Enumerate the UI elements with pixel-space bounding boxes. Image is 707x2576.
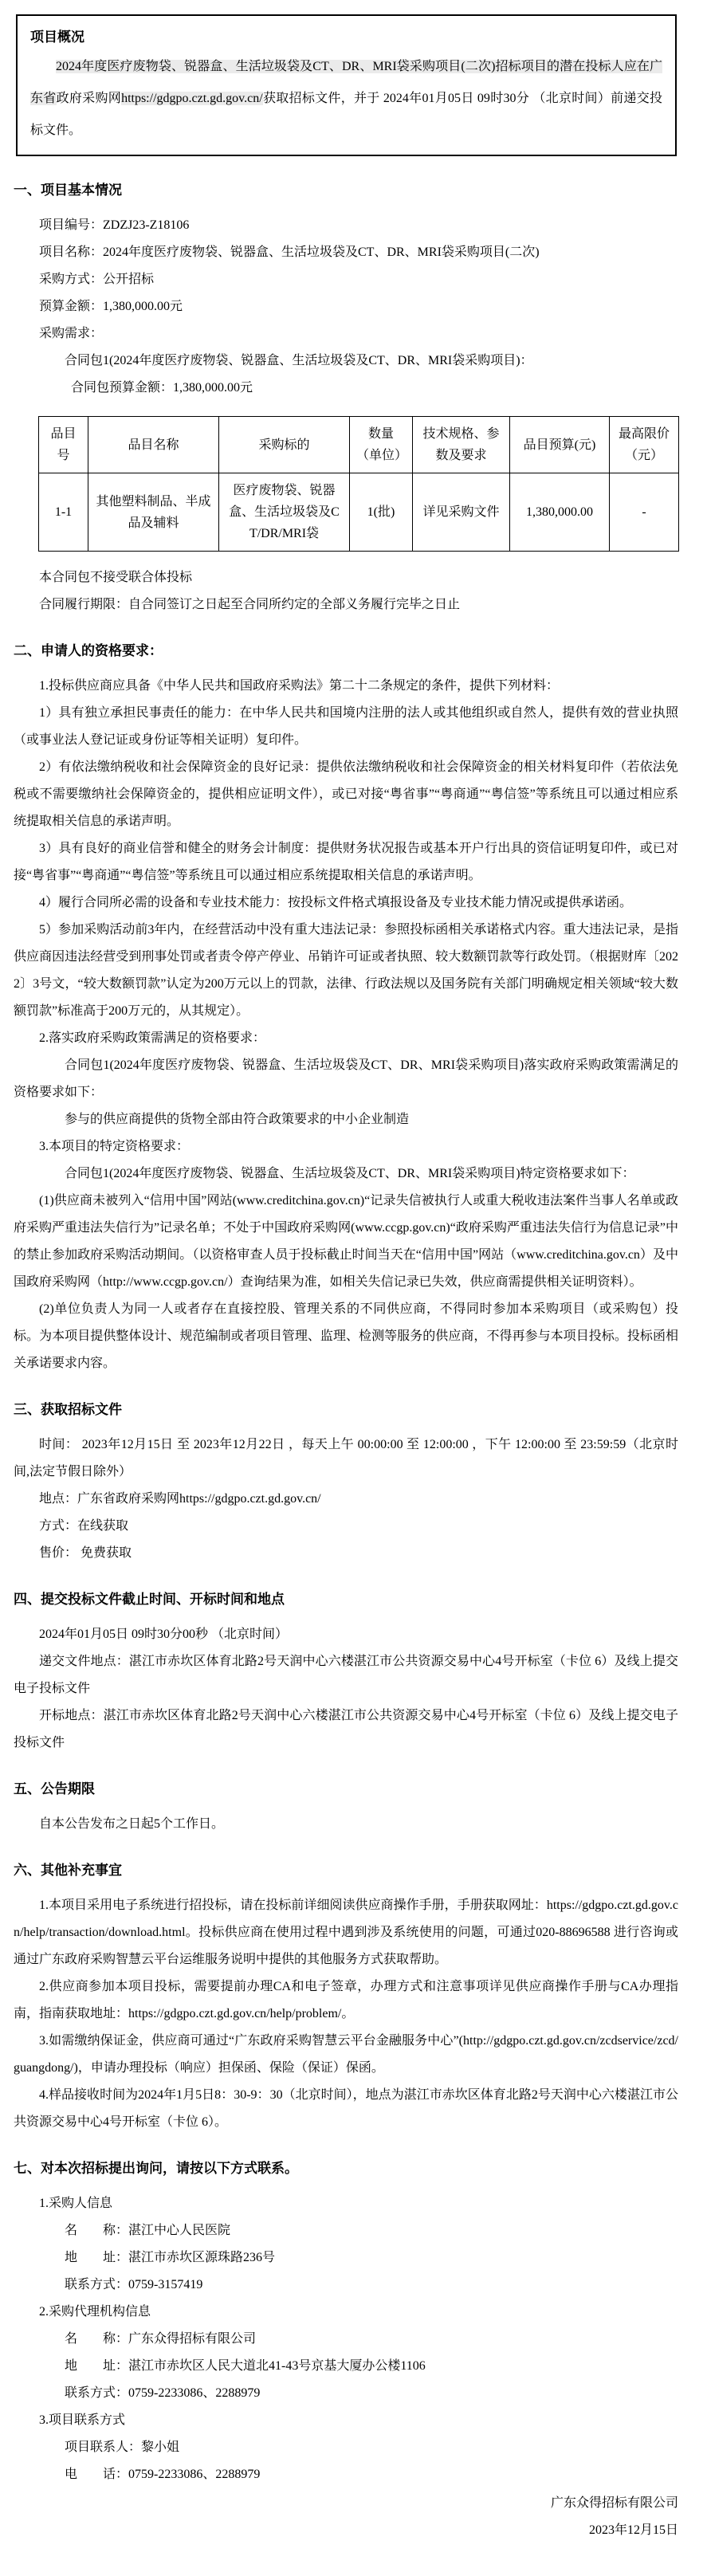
cell-tech-spec: 详见采购文件 xyxy=(413,473,510,552)
project-contact-person-line: 项目联系人：黎小姐 xyxy=(65,2441,180,2454)
obtain-method-line: 方式：在线获取 xyxy=(39,1519,129,1533)
cell-item-no: 1-1 xyxy=(39,473,88,552)
cell-max-price: - xyxy=(610,473,679,552)
qualification-para: 3）具有良好的商业信誉和健全的财务会计制度：提供财务状况报告或基本开户行出具的资信证明复印件，或已对接“粤省事”“粤商通”“粤信签”等系统且可以通过相应系统提取相关信息的承诺声明。 xyxy=(14,842,678,882)
col-header-item-name: 品目名称 xyxy=(88,417,219,473)
purchaser-phone-line: 联系方式：0759-3157419 xyxy=(65,2278,203,2291)
obtain-location-line: 地点：广东省政府采购网https://gdgpo.czt.gd.gov.cn/ xyxy=(39,1492,321,1506)
purchaser-address-line: 地 址：湛江市赤坎区源珠路236号 xyxy=(65,2251,276,2264)
overview-title: 项目概况 xyxy=(30,29,84,45)
procurement-method-line: 采购方式：公开招标 xyxy=(39,273,155,286)
table-header-row xyxy=(39,417,679,473)
signature-date: 2023年12月15日 xyxy=(588,2523,678,2537)
other-matters-para: 3.如需缴纳保证金，供应商可通过“广东政府采购智慧云平台金融服务中心”(http://gdgpo.czt.gd.gov.cn/zcdservice/zcd/guangdong/)，申请办理投标（响应）担保函、保险（保证）保函。 xyxy=(14,2034,678,2075)
project-number-line: 项目编号：ZDZJ23-Z18106 xyxy=(39,218,190,232)
overview-intro-tail: 获取招标文件，并于 2024年01月05日 09时30分 （北京时间）前递交投标文件。 xyxy=(30,92,662,137)
section-announcement-period-heading: 五、公告期限 xyxy=(14,1781,95,1797)
project-contact-phone-line: 电 话：0759-2233086、2288979 xyxy=(65,2468,261,2481)
col-header-item-no: 品目号 xyxy=(39,417,88,473)
col-header-max-price: 最高限价（元） xyxy=(610,417,679,473)
overview-paragraph xyxy=(30,51,662,147)
announcement-period-line: 自本公告发布之日起5个工作日。 xyxy=(39,1817,225,1831)
project-overview-box xyxy=(16,14,677,156)
section-other-matters xyxy=(14,1860,678,2136)
qualification-para: 2.落实政府采购政策需满足的资格要求： xyxy=(39,1031,266,1045)
no-consortium-note: 本合同包不接受联合体投标 xyxy=(39,571,193,584)
section-submission-heading: 四、提交投标文件截止时间、开标时间和地点 xyxy=(14,1592,285,1607)
qualification-para: (1)供应商未被列入“信用中国”网站(www.creditchina.gov.cn)“记录失信被执行人或重大税收违法案件当事人名单或政府采购严重违法失信行为”记录名单；不处于中国政府采购网(www.ccgp.gov.cn)“政府采购严重违法失信行为信息记录”中的禁止参加政府采购活动期间。（以资格审查人员于投标截止时间当天在“信用中国”网站（www.creditchina.gov.cn）及中国政府采购网（http://www.ccgp.gov.cn/）查询结果为准，如相关失信记录已失效，供应商需提供相关证明资料）。 xyxy=(14,1194,678,1289)
qualification-para: 5）参加采购活动前3年内，在经营活动中没有重大违法记录：参照投标函相关承诺格式内容。重大违法记录，是指供应商因违法经营受到刑事处罚或者责令停产停业、吊销许可证或者执照、较大数额罚款等行政处罚。（根据财库〔2022〕3号文，“较大数额罚款”认定为200万元以上的罚款，法律、行政法规以及国务院有关部门明确规定相关领域“较大数额罚款”标准高于200万元的，从其规定）。 xyxy=(14,923,678,1018)
section-obtain-documents-heading: 三、获取招标文件 xyxy=(14,1402,122,1417)
signature-block xyxy=(14,2490,678,2544)
obtain-price-line: 售价： 免费获取 xyxy=(39,1546,132,1560)
cell-item-budget: 1,380,000.00 xyxy=(510,473,610,552)
qualification-para: 2）有依法缴纳税收和社会保障资金的良好记录：提供依法缴纳税收和社会保障资金的相关材料复印件（若依法免税或不需要缴纳社会保障资金的，提供相应证明文件），或已对接“粤省事”“粤商通”“粤信签”等系统且可以通过相应系统提取相关信息的承诺声明。 xyxy=(14,760,678,828)
other-matters-para: 1.本项目采用电子系统进行招投标，请在投标前详细阅读供应商操作手册，手册获取网址：https://gdgpo.czt.gd.gov.cn/help/transaction/download.html。投标供应商在使用过程中遇到涉及系统使用的问题，可通过020-88696588 进行咨询或通过广东政府采购智慧云平台运维服务说明中提供的其他服务方式获取帮助。 xyxy=(14,1899,678,1966)
overview-intro-mid: 政府采购网 xyxy=(56,92,122,105)
section-announcement-period xyxy=(14,1779,678,1838)
col-header-procurement-target: 采购标的 xyxy=(219,417,350,473)
project-name-line: 项目名称：2024年度医疗废物袋、锐器盒、生活垃圾袋及CT、DR、MRI袋采购项目(二次) xyxy=(39,245,540,259)
section-qualification xyxy=(14,641,678,1377)
section-basic-info-heading: 一、项目基本情况 xyxy=(14,183,122,198)
overview-intro-highlight: 2024年度医疗废物袋、锐器盒、生活垃圾袋及CT、DR、MRI袋采购项目(二次)招标项目的潜在投标人应在广东省 xyxy=(30,60,662,105)
purchaser-name-line: 名 称：湛江中心人民医院 xyxy=(65,2224,231,2237)
cell-procurement-target: 医疗废物袋、锐器盒、生活垃圾袋及CT/DR/MRI袋 xyxy=(219,473,350,552)
qualification-para: 1.投标供应商应具备《中华人民共和国政府采购法》第二十二条规定的条件，提供下列材料： xyxy=(39,679,560,693)
qualification-para: (2)单位负责人为同一人或者存在直接控股、管理关系的不同供应商，不得同时参加本采购项目（或采购包）投标。为本项目提供整体设计、规范编制或者项目管理、监理、检测等服务的供应商，不得再参与本项目投标。投标函相关承诺要求内容。 xyxy=(14,1302,678,1370)
purchaser-info-title: 1.采购人信息 xyxy=(39,2197,113,2210)
qualification-para: 参与的供应商提供的货物全部由符合政策要求的中小企业制造 xyxy=(65,1113,410,1126)
submission-location-line: 递交文件地点：湛江市赤坎区体育北路2号天润中心六楼湛江市公共资源交易中心4号开标室（卡位 6）及线上提交电子投标文件 xyxy=(14,1655,678,1695)
section-submission xyxy=(14,1589,678,1757)
other-matters-para: 2.供应商参加本项目投标，需要提前办理CA和电子签章，办理方式和注意事项详见供应商操作手册与CA办理指南，指南获取地址：https://gdgpo.czt.gd.gov.cn/help/problem/。 xyxy=(14,1980,678,2020)
contract-performance-period-note: 合同履行期限：自合同签订之日起至合同所约定的全部义务履行完毕之日止 xyxy=(39,598,461,611)
col-header-quantity-unit: 数量（单位） xyxy=(350,417,413,473)
qualification-para: 4）履行合同所必需的设备和专业技术能力：按投标文件格式填报设备及专业技术能力情况或提供承诺函。 xyxy=(39,896,633,909)
procurement-demand-line: 采购需求： xyxy=(39,327,104,340)
section-other-matters-heading: 六、其他补充事宜 xyxy=(14,1863,122,1878)
project-contact-title: 3.项目联系方式 xyxy=(39,2413,126,2427)
contract-package-line: 合同包1(2024年度医疗废物袋、锐器盒、生活垃圾袋及CT、DR、MRI袋采购项目)： xyxy=(65,354,533,367)
cell-item-name: 其他塑料制品、半成品及辅料 xyxy=(88,473,219,552)
section-contact xyxy=(14,2158,678,2488)
overview-url: https://gdgpo.czt.gd.gov.cn/ xyxy=(121,92,263,105)
col-header-item-budget: 品目预算(元) xyxy=(510,417,610,473)
agency-phone-line: 联系方式：0759-2233086、2288979 xyxy=(65,2386,261,2400)
agency-name-line: 名 称：广东众得招标有限公司 xyxy=(65,2332,257,2346)
section-contact-heading: 七、对本次招标提出询问，请按以下方式联系。 xyxy=(14,2161,298,2176)
package-budget-line: 合同包预算金额：1,380,000.00元 xyxy=(71,381,253,395)
budget-amount-line: 预算金额：1,380,000.00元 xyxy=(39,300,183,313)
qualification-para: 合同包1(2024年度医疗废物袋、锐器盒、生活垃圾袋及CT、DR、MRI袋采购项目)特定资格要求如下： xyxy=(65,1167,635,1180)
section-qualification-heading: 二、申请人的资格要求： xyxy=(14,643,163,658)
agency-address-line: 地 址：湛江市赤坎区人民大道北41-43号京基大厦办公楼1106 xyxy=(65,2359,426,2373)
bid-opening-location-line: 开标地点：湛江市赤坎区体育北路2号天润中心六楼湛江市公共资源交易中心4号开标室（卡位 6）及线上提交电子投标文件 xyxy=(14,1709,678,1749)
qualification-para: 1）具有独立承担民事责任的能力：在中华人民共和国境内注册的法人或其他组织或自然人，提供有效的营业执照（或事业法人登记证或身份证等相关证明）复印件。 xyxy=(14,706,678,747)
section-obtain-documents xyxy=(14,1400,678,1567)
agency-info-title: 2.采购代理机构信息 xyxy=(39,2305,151,2319)
col-header-tech-spec: 技术规格、参数及要求 xyxy=(413,417,510,473)
table-row xyxy=(39,473,679,552)
cell-quantity-unit: 1(批) xyxy=(350,473,413,552)
deadline-line: 2024年01月05日 09时30分00秒 （北京时间） xyxy=(39,1628,289,1641)
procurement-items-table xyxy=(38,416,679,552)
obtain-time-line: 时间： 2023年12月15日 至 2023年12月22日 ，每天上午 00:00:00 至 12:00:00 ，下午 12:00:00 至 23:59:59（北京时间,法定节假日除外） xyxy=(14,1438,678,1478)
qualification-para: 合同包1(2024年度医疗废物袋、锐器盒、生活垃圾袋及CT、DR、MRI袋采购项目)落实政府采购政策需满足的资格要求如下： xyxy=(14,1058,678,1099)
other-matters-para: 4.样品接收时间为2024年1月5日8：30-9：30（北京时间），地点为湛江市赤坎区体育北路2号天润中心六楼湛江市公共资源交易中心4号开标室（卡位 6）。 xyxy=(14,2088,678,2129)
signature-company: 广东众得招标有限公司 xyxy=(550,2496,678,2510)
qualification-para: 3.本项目的特定资格要求： xyxy=(39,1140,190,1153)
section-basic-info xyxy=(14,180,678,618)
